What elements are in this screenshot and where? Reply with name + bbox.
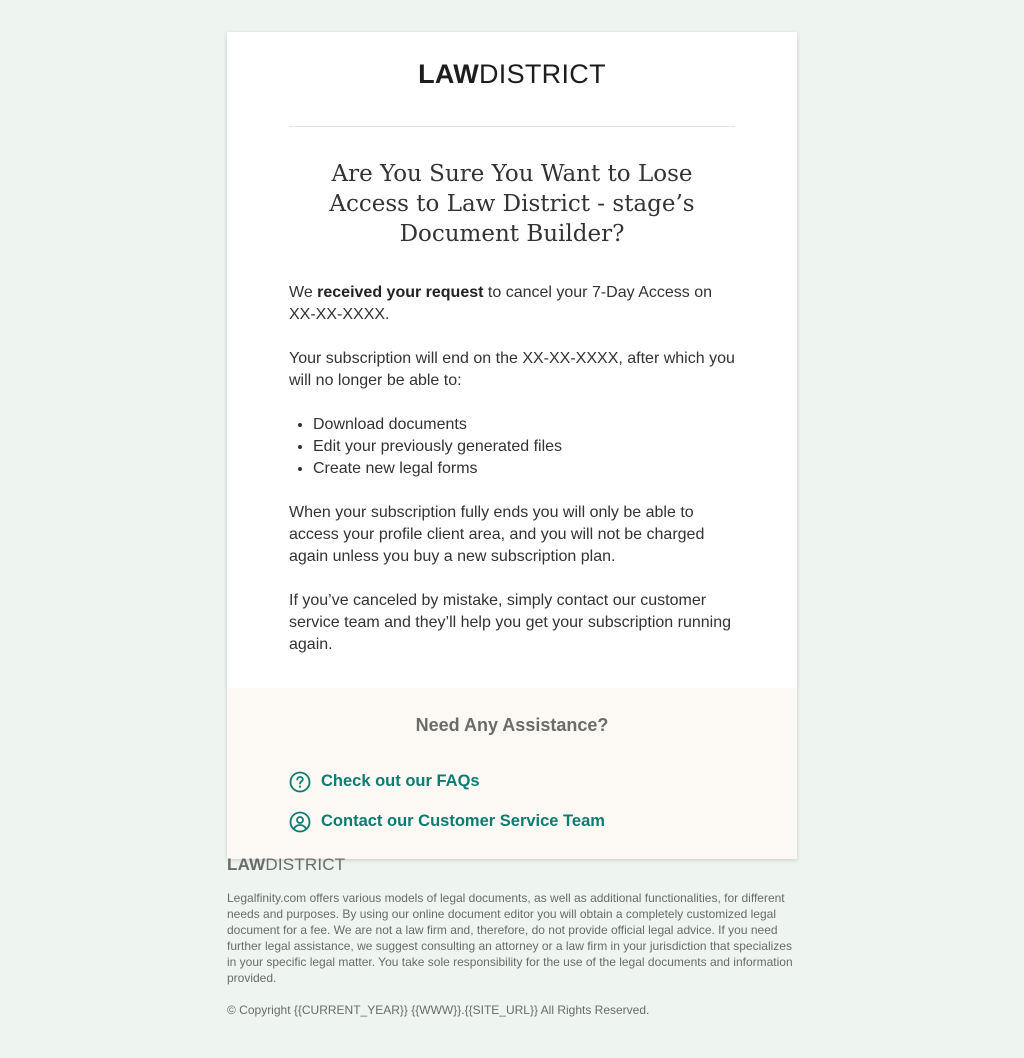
list-item: • Edit your previously generated files — [313, 436, 735, 458]
copyright-text: © Copyright {{CURRENT_YEAR}} {{WWW}}.{{SITE_URL}} All Rights Reserved. — [227, 1003, 650, 1017]
footer-logo-regular: DISTRICT — [265, 855, 346, 874]
subscription-ends-paragraph: When your subscription fully ends you will only be able to access your profile client area, and you will not be charged again unless you buy a new subscription plan. — [289, 504, 705, 565]
faq-link[interactable] — [289, 770, 735, 793]
body-spacer — [289, 656, 735, 688]
contact-support-label: Contact our Customer Service Team — [321, 812, 605, 830]
faq-link-label: Check out our FAQs — [321, 772, 480, 790]
logo-regular-text: DISTRICT — [478, 59, 606, 89]
legal-disclaimer: Legalfinity.com offers various models of legal documents, as well as additional functionalities, for different needs and purposes. By using our online document editor you will obtain a completely customized legal document for a fee. We are not a law firm and, therefore, do not provide official legal advice. If you need further legal assistance, we suggest consulting an attorney or a law firm in your jurisdiction that specializes in your specific legal matter. You take sole responsibility for the use of the legal documents and information provided. — [227, 891, 793, 985]
p1-after: to cancel your 7-Day Access on XX-XX-XXXX. — [289, 284, 713, 323]
assistance-section — [227, 688, 797, 859]
email-card — [227, 32, 797, 859]
lost-features-list — [289, 414, 735, 480]
logo-bold-text: LAW — [418, 59, 479, 89]
brand-logo — [289, 32, 735, 127]
email-body — [227, 32, 797, 688]
email-footer — [227, 855, 797, 1018]
request-paragraph — [289, 282, 735, 326]
list-item: • Create new legal forms — [313, 458, 735, 480]
footer-logo-bold: LAW — [227, 855, 266, 874]
contact-support-link[interactable] — [289, 810, 735, 833]
question-circle-icon — [289, 771, 311, 793]
list-item: • Download documents — [313, 414, 735, 436]
email-message — [289, 282, 735, 656]
p1-before: We — [289, 284, 318, 301]
email-headline: Are You Sure You Want to Lose Access to Law District - stage’s Document Builder? — [329, 161, 695, 247]
subscription-end-paragraph: Your subscription will end on the XX-XX-XXXX, after which you will no longer be able to: — [289, 350, 735, 389]
p1-bold: received your request — [317, 284, 484, 301]
assistance-title: Need Any Assistance? — [415, 715, 609, 735]
mistake-paragraph: If you’ve canceled by mistake, simply contact our customer service team and they’ll help you get your subscription running again. — [289, 592, 732, 653]
footer-logo — [227, 855, 797, 875]
user-circle-icon — [289, 811, 311, 833]
